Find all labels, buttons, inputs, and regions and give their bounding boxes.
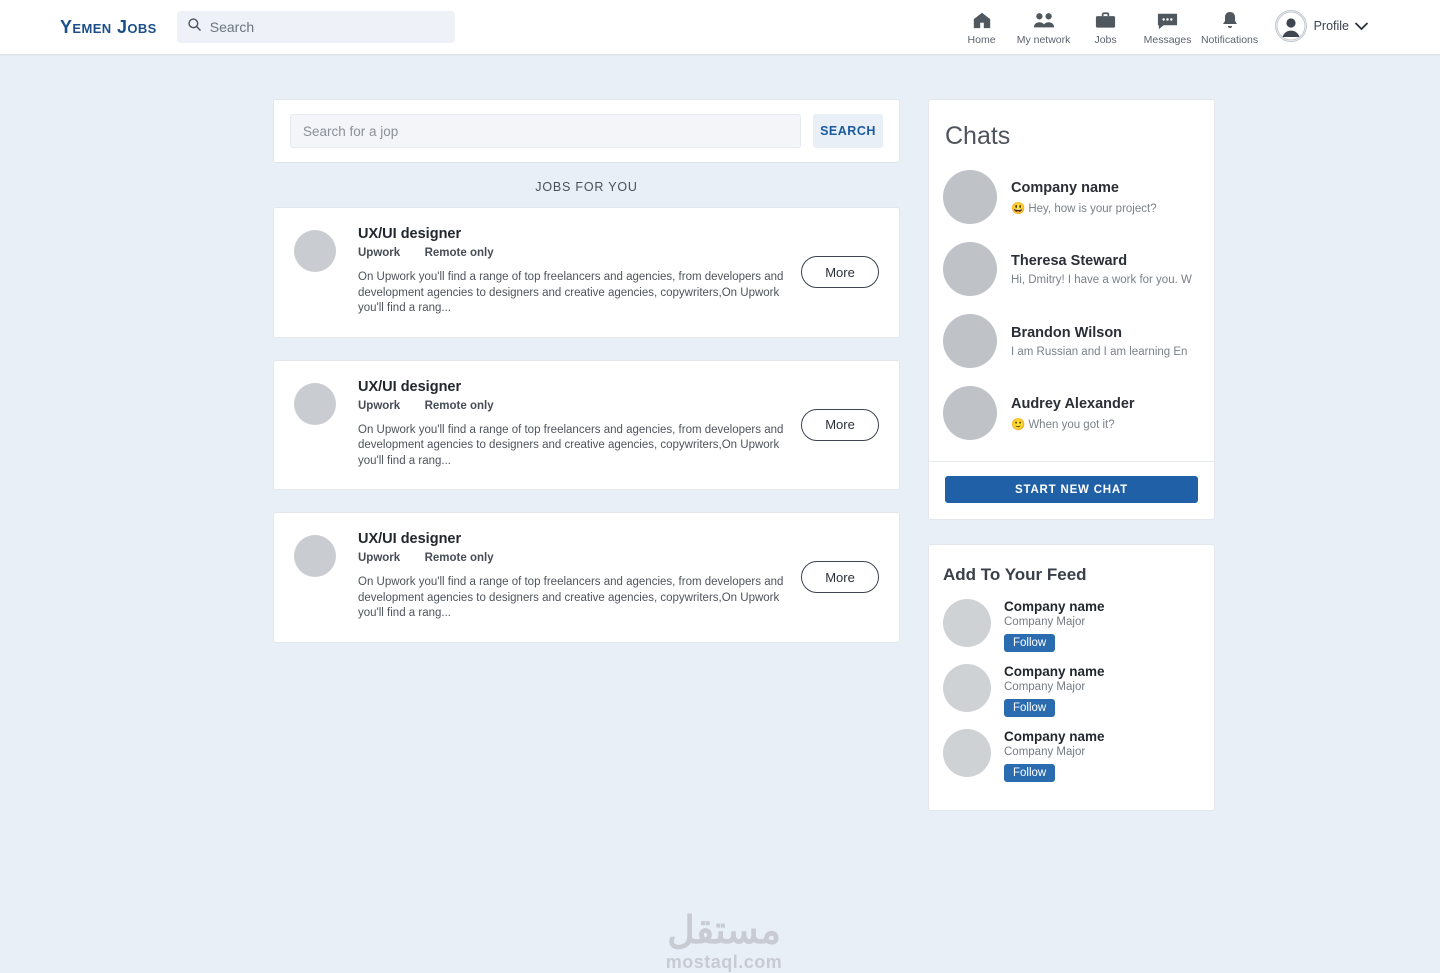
feed-text xyxy=(1004,599,1105,652)
job-location: Remote only xyxy=(424,399,494,412)
chat-message: Hi, Dmitry! I have a work for you. W xyxy=(1011,273,1192,286)
avatar-icon xyxy=(1275,10,1307,42)
bell-icon xyxy=(1220,8,1240,32)
nav-item-jobs[interactable] xyxy=(1075,4,1137,46)
sidebar-column xyxy=(928,99,1215,811)
chats-title: Chats xyxy=(945,122,1011,150)
feed-company-subtitle: Company Major xyxy=(1004,616,1086,628)
chat-message xyxy=(1011,201,1157,215)
job-details xyxy=(358,531,788,622)
chat-name: Brandon Wilson xyxy=(1011,324,1123,341)
job-location: Remote only xyxy=(424,552,494,564)
nav-item-messages[interactable] xyxy=(1137,4,1199,46)
job-more-button[interactable]: More xyxy=(801,561,879,593)
chat-list-item[interactable] xyxy=(941,305,1202,377)
chat-list-item[interactable] xyxy=(941,233,1202,305)
feed-text xyxy=(1004,664,1105,717)
feed-company-subtitle: Company Major xyxy=(1004,746,1086,758)
people-icon xyxy=(1032,8,1056,32)
profile-menu[interactable] xyxy=(1275,4,1368,42)
watermark-latin: mostaql.com xyxy=(665,952,783,972)
jobs-for-you-heading: JOBS FOR YOU xyxy=(535,180,638,194)
add-to-feed-title: Add To Your Feed xyxy=(943,565,1087,584)
chevron-down-icon[interactable] xyxy=(1355,17,1368,35)
job-title: UX/UI designer xyxy=(358,378,462,395)
chat-list-item[interactable] xyxy=(941,377,1202,449)
smiley-icon: 😃 xyxy=(1011,202,1026,215)
job-details xyxy=(358,226,788,317)
main-content xyxy=(0,54,1440,972)
job-title: UX/UI designer xyxy=(358,531,462,547)
start-new-chat-button[interactable]: START NEW CHAT xyxy=(945,476,1198,503)
chat-avatar xyxy=(943,386,997,440)
chat-list xyxy=(929,161,1214,457)
chats-panel xyxy=(928,99,1215,520)
chat-message xyxy=(1011,417,1135,431)
nav-item-jobs-label: Jobs xyxy=(1094,34,1117,46)
jobs-column xyxy=(273,99,900,665)
chat-name: Company name xyxy=(1011,179,1119,196)
job-search-input[interactable] xyxy=(290,114,801,148)
search-input[interactable] xyxy=(202,18,422,36)
briefcase-icon xyxy=(1094,8,1117,32)
chat-message-text: Hey, how is your project? xyxy=(1028,202,1157,215)
chat-text xyxy=(1011,325,1187,358)
nav-item-notifications-label: Notifications xyxy=(1200,34,1259,46)
job-meta xyxy=(358,552,788,564)
feed-company-name: Company name xyxy=(1004,599,1105,614)
chat-message-text: When you got it? xyxy=(1028,418,1115,431)
start-chat-wrapper xyxy=(929,462,1214,519)
job-card[interactable] xyxy=(273,360,900,491)
job-description: On Upwork you'll find a range of top freelancers and agencies, from developers and development agencies to designers and creative agencies, copywriters,On Upwork you'll find a rang... xyxy=(358,576,784,619)
chat-avatar xyxy=(943,170,997,224)
job-details xyxy=(358,379,788,470)
job-meta xyxy=(358,400,788,412)
follow-button[interactable]: Follow xyxy=(1004,764,1055,782)
job-company: Upwork xyxy=(358,552,401,564)
follow-button[interactable]: Follow xyxy=(1004,634,1055,652)
job-search-card xyxy=(273,99,900,163)
add-to-feed-panel xyxy=(928,544,1215,811)
watermark-arabic: مستقل xyxy=(667,910,781,952)
feed-list-item[interactable] xyxy=(929,723,1214,788)
nav-item-home-label: Home xyxy=(967,34,996,46)
chat-name: Audrey Alexander xyxy=(1011,395,1135,412)
feed-company-avatar xyxy=(943,729,991,777)
nav-item-my-network-label: My network xyxy=(1016,34,1071,46)
job-description: On Upwork you'll find a range of top freelancers and agencies, from developers and development agencies to designers and creative agencies, copywriters,On Upwork you'll find a rang... xyxy=(358,423,784,467)
message-bubble-icon xyxy=(1156,8,1179,32)
nav-item-messages-label: Messages xyxy=(1143,34,1192,46)
watermark xyxy=(634,910,814,973)
brand-logo[interactable]: Yemen Jobs xyxy=(60,16,157,37)
feed-company-name: Company name xyxy=(1004,729,1105,744)
feed-list-item[interactable] xyxy=(929,658,1214,723)
smiley-icon: 🙂 xyxy=(1011,418,1026,431)
chat-text xyxy=(1011,180,1157,215)
job-company: Upwork xyxy=(358,399,401,412)
chat-list-item[interactable] xyxy=(941,161,1202,233)
feed-company-avatar xyxy=(943,664,991,712)
chat-name: Theresa Steward xyxy=(1011,252,1128,269)
chat-avatar xyxy=(943,314,997,368)
job-company-avatar xyxy=(294,535,336,577)
job-more-button[interactable]: More xyxy=(801,256,879,288)
nav-item-notifications[interactable] xyxy=(1199,4,1261,46)
feed-company-name: Company name xyxy=(1004,664,1105,679)
job-company-avatar xyxy=(294,383,336,425)
profile-label: Profile xyxy=(1313,19,1349,33)
job-title: UX/UI designer xyxy=(358,226,462,242)
job-company: Upwork xyxy=(358,247,401,259)
nav-item-home[interactable] xyxy=(951,4,1013,46)
chat-avatar xyxy=(943,242,997,296)
job-search-button[interactable]: SEARCH xyxy=(813,114,883,148)
job-company-avatar xyxy=(294,230,336,272)
home-icon xyxy=(971,8,993,32)
top-navigation-bar xyxy=(0,0,1440,54)
job-card[interactable] xyxy=(273,207,900,338)
chat-message: I am Russian and I am learning En xyxy=(1011,345,1188,358)
feed-text xyxy=(1004,729,1105,782)
nav-item-my-network[interactable] xyxy=(1013,4,1075,46)
global-search[interactable] xyxy=(177,11,455,43)
feed-company-subtitle: Company Major xyxy=(1004,681,1086,693)
feed-list-item[interactable] xyxy=(929,593,1214,658)
feed-company-avatar xyxy=(943,599,991,647)
chat-text xyxy=(1011,396,1135,431)
chat-text xyxy=(1011,253,1192,286)
search-icon xyxy=(177,17,202,37)
job-card[interactable] xyxy=(273,512,900,643)
job-location: Remote only xyxy=(424,247,494,259)
follow-button[interactable]: Follow xyxy=(1004,699,1055,717)
job-more-button[interactable]: More xyxy=(801,409,879,441)
job-description: On Upwork you'll find a range of top freelancers and agencies, from developers and development agencies to designers and creative agencies, copywriters,On Upwork you'll find a rang... xyxy=(358,271,784,314)
job-meta xyxy=(358,247,788,259)
nav-icon-group xyxy=(951,4,1368,46)
